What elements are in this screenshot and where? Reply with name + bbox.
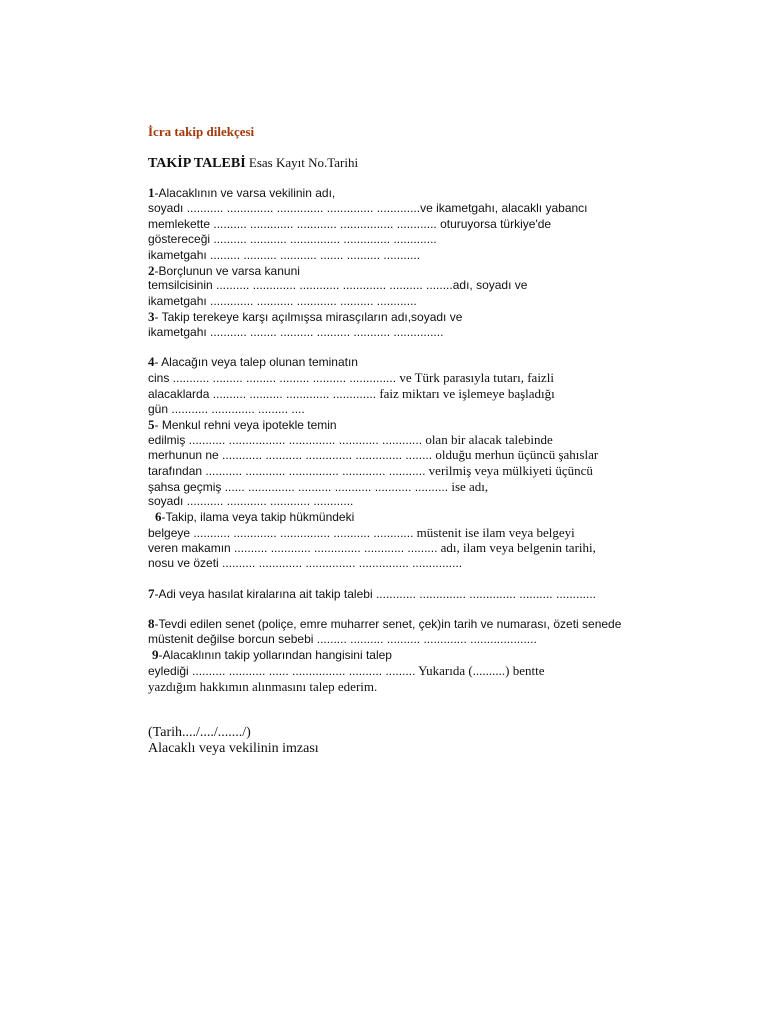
section-3-line-1 — [148, 309, 462, 325]
fill-blank: edilmiş ........... ................. .............. ............ ............ — [148, 433, 423, 447]
section-text: - Menkul rehni veya ipotekle temin — [154, 418, 337, 432]
section-6-line-4: nosu ve özeti .......... ............. ............... ............... ............... — [148, 556, 463, 570]
section-number: 6 — [155, 509, 162, 524]
section-5-line-3 — [148, 447, 598, 463]
section-1-line-4: göstereceği .......... ........... ............... .............. ............. — [148, 232, 437, 246]
line-text: olduğu merhun üçüncü şahıslar — [432, 447, 599, 462]
line-text: adı, ilam veya belgenin tarihi, — [437, 540, 596, 555]
section-text: -Adi veya hasılat kiralarına ait takip talebi ............ .............. .............. .......... ............ — [154, 587, 596, 601]
line-text: müstenit ise ilam veya belgeyi — [413, 525, 575, 540]
document-title: İcra takip dilekçesi — [148, 124, 255, 139]
line-text: olan bir alacak talebinde — [422, 432, 553, 447]
section-5-line-6: soyadı ........... ............ ............ ............ — [148, 494, 354, 508]
line-text: Yukarıda (..........) bentte — [415, 663, 545, 678]
section-9-line-3: yazdığım hakkımın alınmasını talep ederim. — [148, 679, 378, 694]
section-4-line-1 — [148, 354, 358, 370]
section-2-line-1 — [148, 263, 300, 279]
signature-line: Alacaklı veya vekilinin imzası — [148, 741, 319, 756]
line-text: verilmiş veya mülkiyeti üçüncü — [425, 463, 593, 478]
fill-blank: eylediği .......... ........... ...... ................ .......... ......... — [148, 664, 416, 678]
heading-bold: TAKİP TALEBİ — [148, 156, 246, 171]
section-text: -Takip, ilama veya takip hükmündeki — [161, 510, 355, 524]
fill-blank: şahsa geçmiş ...... .............. .......... ........... ........... .......... — [148, 480, 449, 494]
line-text: ve Türk parasıyla tutarı, faizli — [396, 370, 554, 385]
section-5-line-2 — [148, 432, 553, 448]
section-5-line-1 — [148, 417, 337, 433]
section-text: -Borçlunun ve varsa kanuni — [154, 264, 300, 278]
section-1-line-1 — [148, 185, 335, 201]
section-1-line-5: ikametgahı ......... .......... ........... ....... .......... ........... — [148, 248, 421, 262]
section-text: - Takip terekeye karşı açılmışsa mirasçıların adı,soyadı ve — [154, 310, 463, 324]
section-5-line-4 — [148, 463, 593, 479]
fill-blank: alacaklarda .......... .......... ............. ............. — [148, 387, 377, 401]
section-number: 8 — [148, 616, 155, 631]
fill-blank: tarafından ........... ............ ............... ............. ........... — [148, 464, 426, 478]
fill-blank: veren makamın .......... ............ .............. ............ ......... — [148, 541, 438, 555]
section-8-line-2: müstenit değilse borcun sebebi ......... .......... .......... ............. .................... — [148, 632, 537, 646]
section-number: 7 — [148, 586, 155, 601]
section-6-line-1 — [155, 509, 354, 525]
section-3-line-2: ikametgahı ........... ........ .......... .......... ........... ............... — [148, 325, 444, 339]
document-heading — [148, 155, 358, 171]
section-5-line-5 — [148, 479, 488, 495]
section-1-line-2: soyadı ........... .............. .............. .............. .............ve ikametgahı, alacaklı yabancı — [148, 201, 588, 215]
section-6-line-3 — [148, 540, 596, 556]
section-number: 1 — [148, 185, 155, 200]
heading-rest: Esas Kayıt No.Tarihi — [245, 155, 359, 170]
section-text: -Alacaklının takip yollarından hangisini talep — [158, 648, 392, 662]
section-4-line-2 — [148, 370, 554, 386]
line-text: faiz miktarı ve işlemeye başladığı — [376, 386, 555, 401]
section-number: 9 — [152, 647, 159, 662]
section-number: 4 — [148, 354, 155, 369]
section-4-line-3 — [148, 386, 555, 402]
section-8-line-1 — [148, 616, 621, 632]
date-line: (Tarih..../..../......./) — [148, 725, 251, 740]
section-text: -Alacaklının ve varsa vekilinin adı, — [154, 186, 336, 200]
section-number: 2 — [148, 263, 155, 278]
fill-blank: merhunun ne ............ ........... .............. .............. ........ — [148, 448, 433, 462]
section-text: - Alacağın veya talep olunan teminatın — [154, 355, 358, 369]
section-text: -Tevdi edilen senet (poliçe, emre muharrer senet, çek)in tarih ve numarası, özeti senede — [154, 617, 622, 631]
fill-blank: belgeye ........... ............. ............... ........... ............ — [148, 526, 414, 540]
section-2-line-3: ikametgahı ............. ........... ............ .......... ............ — [148, 294, 417, 308]
section-number: 3 — [148, 309, 155, 324]
fill-blank: cins ........... ......... ......... ......... .......... .............. — [148, 371, 397, 385]
section-7-line-1 — [148, 586, 596, 602]
section-4-line-4: gün ........... ............. ......... .... — [148, 402, 305, 416]
section-2-line-2: temsilcisinin .......... ............. ............ ............. .......... ........adı, soyadı ve — [148, 278, 528, 292]
section-number: 5 — [148, 417, 155, 432]
section-9-line-1 — [152, 647, 392, 663]
section-9-line-2 — [148, 663, 545, 679]
section-1-line-3: memlekette .......... ............. ............ ................ ............ oturuyorsa türkiye'de — [148, 217, 552, 231]
section-6-line-2 — [148, 525, 575, 541]
line-text: ise adı, — [448, 479, 489, 494]
